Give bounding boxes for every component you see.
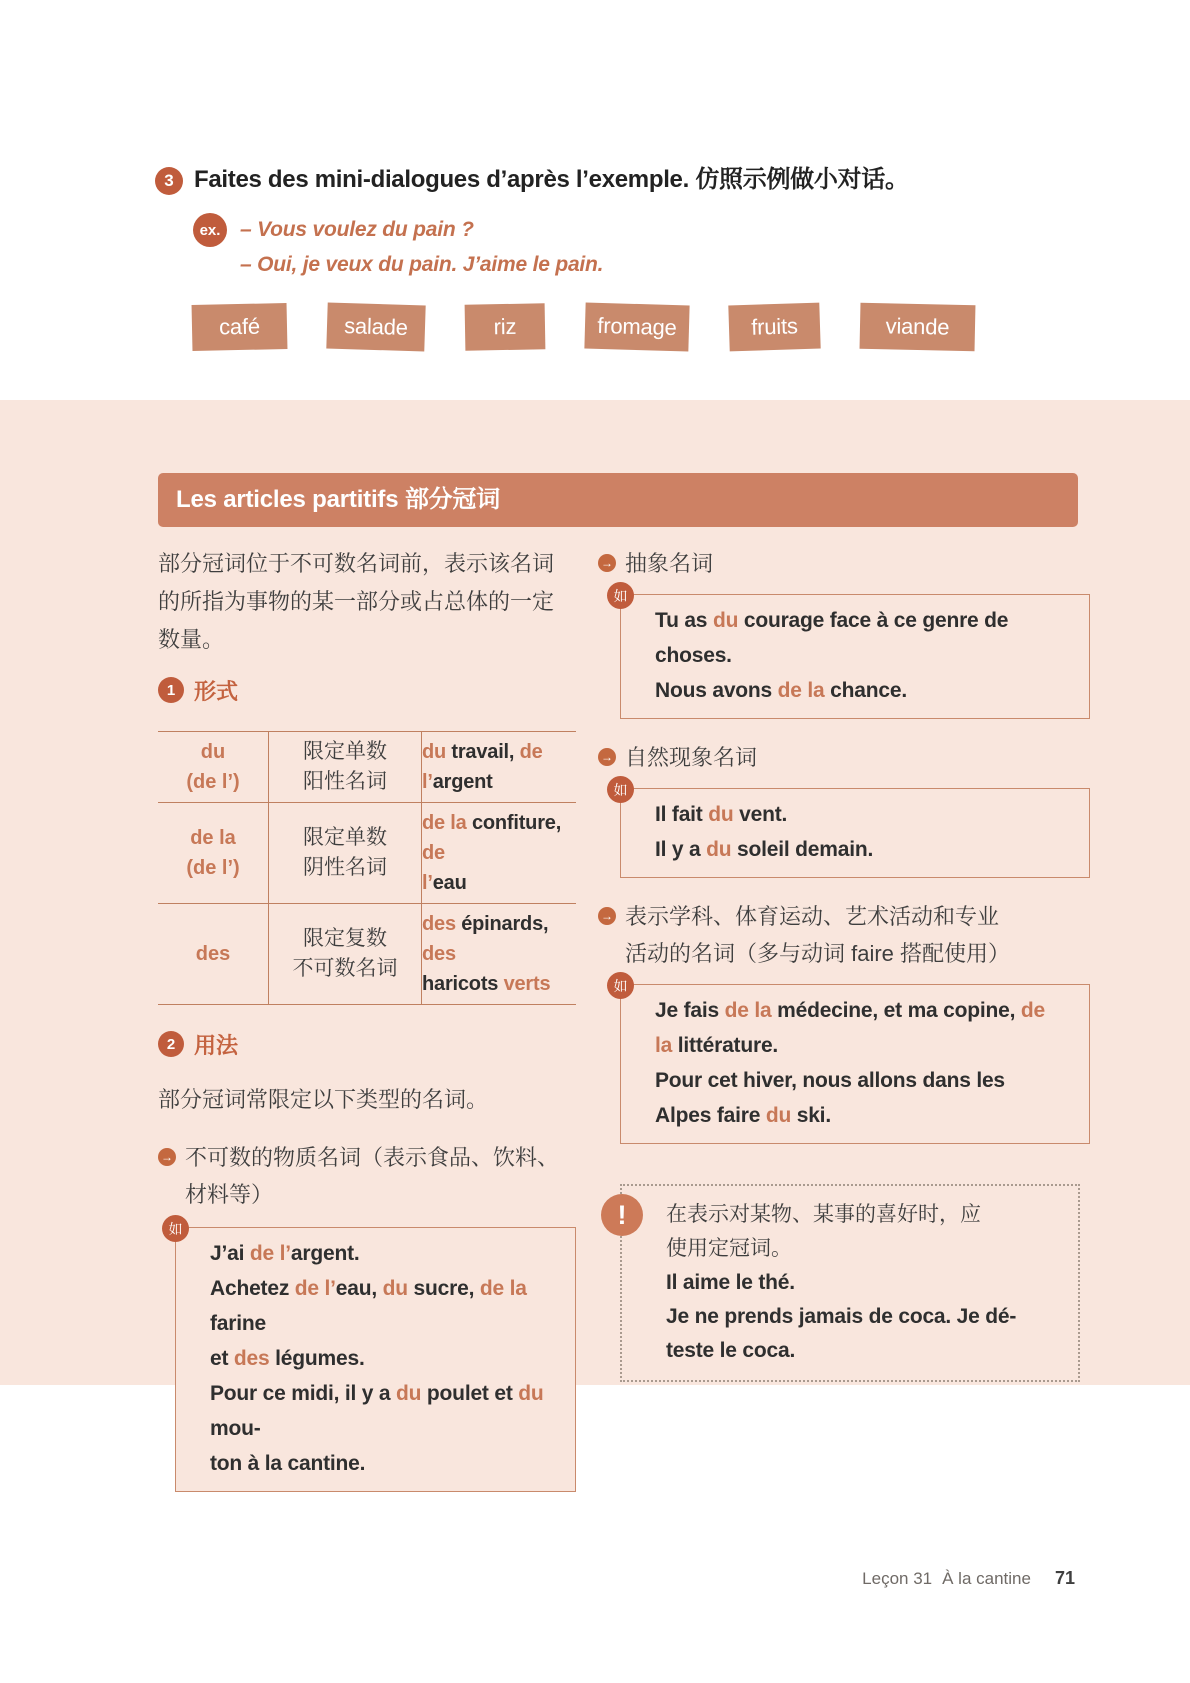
example-box-weather	[613, 781, 1090, 878]
footer-lesson: Leçon 31	[862, 1569, 933, 1588]
usage-intro: 部分冠词常限定以下类型的名词。	[158, 1087, 489, 1112]
example-marker-badge: 如	[607, 776, 634, 803]
footer-lesson-title: À la cantine	[942, 1569, 1031, 1588]
grammar-right-column	[598, 545, 1078, 1382]
grammar-panel	[0, 400, 1190, 1475]
example-line: Il y a du soleil demain.	[655, 838, 874, 861]
bullet-activities	[598, 898, 1078, 972]
page-footer	[862, 1568, 1075, 1589]
table-row	[158, 904, 576, 1005]
example-cell	[422, 803, 577, 904]
example-cell-line: des épinards, des	[422, 913, 549, 965]
example-line: Tu as du courage face à ce genre de	[655, 609, 1009, 632]
bullet-text: 自然现象名词	[625, 745, 758, 770]
example-marker-badge: 如	[607, 582, 634, 609]
note-line: teste le coca.	[666, 1339, 796, 1362]
word-tile-riz: riz	[465, 303, 546, 350]
bullet-abstract-nouns	[598, 545, 1078, 582]
word-tile-cafe: café	[192, 303, 288, 351]
grammar-left-column	[158, 545, 576, 1492]
exercise-title: Faites des mini-dialogues d’après l’exemple. 仿照示例做小对话。	[194, 166, 909, 193]
example-cell-line: du travail, de	[422, 741, 543, 763]
example-line: Alpes faire du ski.	[655, 1104, 831, 1127]
example-badge: ex.	[193, 213, 227, 247]
note-line: 使用定冠词。	[666, 1237, 792, 1260]
arrow-bullet-icon: →	[598, 748, 616, 766]
form-section-number-badge: 1	[158, 677, 184, 703]
attention-note-box	[617, 1184, 1080, 1382]
table-row	[158, 732, 576, 803]
example-marker-badge: 如	[162, 1215, 189, 1242]
example-cell-line: l’eau	[422, 872, 467, 894]
table-row	[158, 803, 576, 904]
example-cell-line: de la confiture, de	[422, 812, 562, 864]
note-line: Il aime le thé.	[666, 1271, 795, 1294]
example-box-left	[168, 1220, 576, 1492]
exercise-example	[193, 212, 1190, 282]
example-dialogue: – Vous voulez du pain ? – Oui, je veux du pain. J’aime le pain.	[240, 218, 604, 276]
word-tiles	[192, 304, 1190, 350]
grammar-intro: 部分冠词位于不可数名词前，表示该名词 的所指为事物的某一部分或占总体的一定 数量。	[158, 551, 555, 652]
arrow-bullet-icon: →	[598, 554, 616, 572]
word-tile-salade: salade	[326, 302, 425, 351]
word-tile-fromage: fromage	[584, 303, 689, 352]
type-cell: 限定单数 阳性名词	[269, 732, 422, 803]
exercise-section	[0, 0, 1190, 400]
footer-page-number: 71	[1054, 1568, 1075, 1588]
example-line: Il fait du vent.	[655, 803, 788, 826]
example-line: choses.	[655, 644, 732, 667]
bullet-text: 不可数的物质名词（表示食品、饮料、 材料等）	[185, 1145, 560, 1207]
form-section-heading	[158, 677, 576, 703]
example-box-activities	[613, 977, 1090, 1144]
example-marker-badge: 如	[607, 972, 634, 999]
article-cell: du (de l’)	[158, 732, 269, 803]
example-line: la littérature.	[655, 1034, 779, 1057]
exclamation-icon: !	[601, 1194, 643, 1236]
example-box-abstract	[613, 587, 1090, 719]
example-line: Nous avons de la chance.	[655, 679, 907, 702]
grammar-panel-title: Les articles partitifs 部分冠词	[158, 473, 1078, 527]
grammar-columns	[158, 545, 1078, 1492]
article-cell: de la (de l’)	[158, 803, 269, 904]
example-line: Pour cet hiver, nous allons dans les	[655, 1069, 1005, 1092]
word-tile-viande: viande	[860, 303, 976, 351]
arrow-bullet-icon: →	[158, 1148, 176, 1166]
exercise-heading	[155, 165, 1190, 195]
example-cell	[422, 732, 577, 803]
example-cell	[422, 904, 577, 1005]
example-cell-line: haricots verts	[422, 973, 551, 995]
example-line: Pour ce midi, il y a du poulet et du mou-	[210, 1382, 544, 1440]
example-line: Achetez de l’eau, du sucre, de la farine	[210, 1277, 527, 1335]
example-line: J’ai de l’argent.	[210, 1242, 360, 1265]
article-cell: des	[195, 943, 231, 965]
usage-section-heading	[158, 1031, 576, 1057]
type-cell: 限定单数 阴性名词	[269, 803, 422, 904]
example-line: et des légumes.	[210, 1347, 365, 1370]
note-line: Je ne prends jamais de coca. Je dé-	[666, 1305, 1017, 1328]
form-section-label: 形式	[194, 678, 239, 704]
type-cell: 限定复数 不可数名词	[269, 904, 422, 1005]
bullet-natural-phenomena	[598, 739, 1078, 776]
example-line: ton à la cantine.	[210, 1452, 366, 1475]
usage-section-label: 用法	[194, 1032, 239, 1058]
exercise-number-badge: 3	[155, 167, 183, 195]
note-line: 在表示对某物、某事的喜好时，应	[666, 1203, 981, 1226]
word-tile-fruits: fruits	[728, 303, 820, 352]
example-line: Je fais de la médecine, et ma copine, de	[655, 999, 1046, 1022]
bullet-text: 表示学科、体育运动、艺术活动和专业 活动的名词（多与动词 faire 搭配使用）	[625, 904, 1011, 966]
example-cell-line: l’argent	[422, 771, 493, 793]
bullet-text: 抽象名词	[625, 551, 714, 576]
bullet-uncountable-nouns	[158, 1139, 576, 1213]
arrow-bullet-icon: →	[598, 907, 616, 925]
usage-section-number-badge: 2	[158, 1031, 184, 1057]
partitive-articles-table	[158, 731, 576, 1005]
